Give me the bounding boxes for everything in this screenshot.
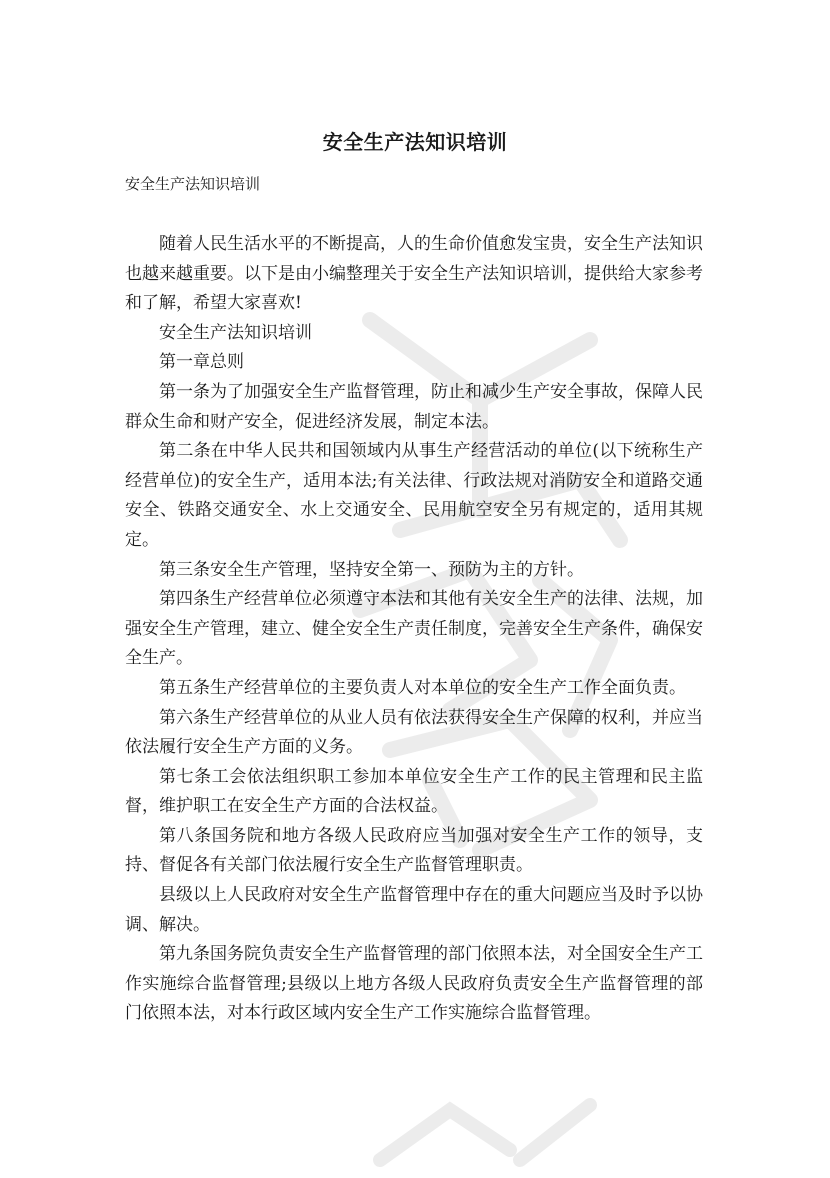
document-title: 安全生产法知识培训 <box>322 130 508 154</box>
article-6: 第六条生产经营单位的从业人员有依法获得安全生产保障的权利，并应当依法履行安全生产方面的义务。 <box>125 707 703 758</box>
watermark-graphic-bottom <box>360 1090 620 1174</box>
article-5: 第五条生产经营单位的主要负责人对本单位的安全生产工作全面负责。 <box>159 677 686 698</box>
article-1: 第一条为了加强安全生产监督管理，防止和减少生产安全事故，保障人民群众生命和财产安全，促进经济发展，制定本法。 <box>125 381 703 432</box>
article-3: 第三条安全生产管理，坚持安全第一、预防为主的方针。 <box>159 559 584 580</box>
article-9: 第九条国务院负责安全生产监督管理的部门依照本法，对全国安全生产工作实施综合监督管理;县级以上地方各级人民政府负责安全生产监督管理的部门依照本法，对本行政区域内安全生产工作实施综合监督管理。 <box>125 944 703 1024</box>
article-8: 第八条国务院和地方各级人民政府应当加强对安全生产工作的领导，支持、督促各有关部门依法履行安全生产监督管理职责。 <box>125 825 703 876</box>
chapter-heading: 第一章总则 <box>159 352 244 373</box>
article-8-continued: 县级以上人民政府对安全生产监督管理中存在的重大问题应当及时予以协调、解决。 <box>125 885 703 935</box>
article-2: 第二条在中华人民共和国领域内从事生产经营活动的单位(以下统称生产经营单位)的安全生产，适用本法;有关法律、行政法规对消防安全和道路交通安全、铁路交通安全、水上交通安全、民用航空安全另有规定的，适用其规定。 <box>125 441 703 550</box>
document-body <box>125 230 703 1029</box>
article-4: 第四条生产经营单位必须遵守本法和其他有关安全生产的法律、法规，加强安全生产管理，建立、健全安全生产责任制度，完善安全生产条件，确保安全生产。 <box>125 589 703 669</box>
document-subtitle: 安全生产法知识培训 <box>125 175 261 193</box>
article-7: 第七条工会依法组织职工参加本单位安全生产工作的民主管理和民主监督，维护职工在安全生产方面的合法权益。 <box>125 766 703 817</box>
paragraph-intro: 随着人民生活水平的不断提高，人的生命价值愈发宝贵，安全生产法知识也越来越重要。以下是由小编整理关于安全生产法知识培训，提供给大家参考和了解，希望大家喜欢! <box>125 234 703 314</box>
paragraph-heading: 安全生产法知识培训 <box>159 322 312 343</box>
